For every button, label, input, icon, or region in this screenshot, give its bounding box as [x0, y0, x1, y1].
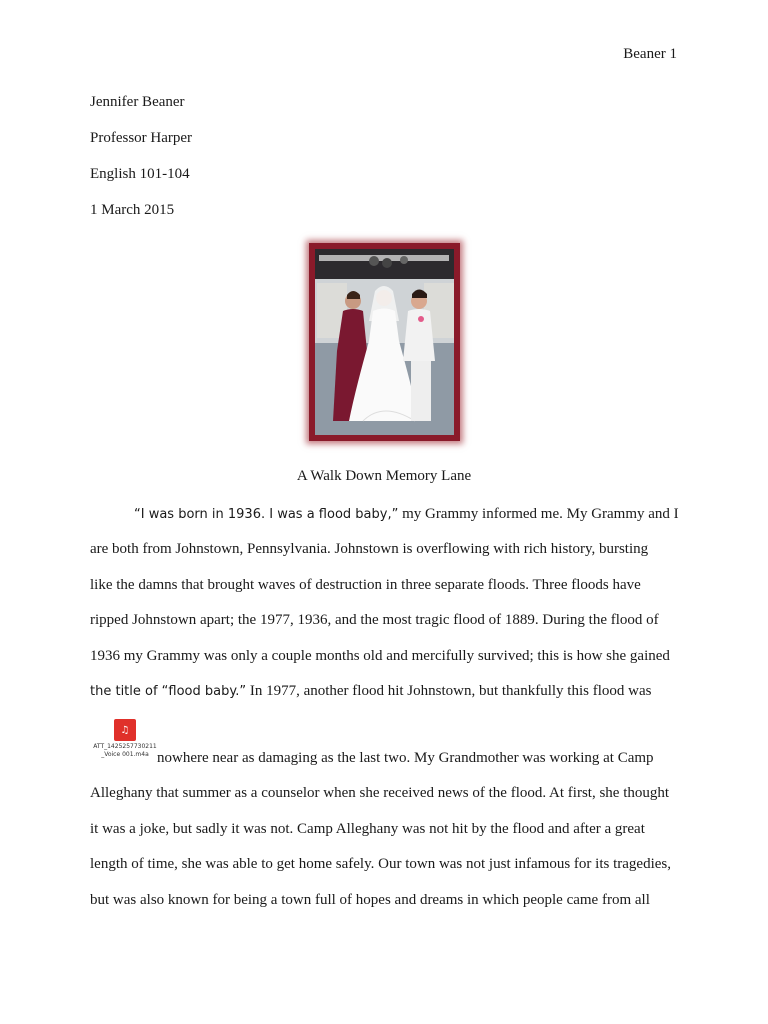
author-name: Jennifer Beaner — [90, 94, 185, 110]
body-line-6 — [90, 681, 680, 702]
wedding-photo-image — [309, 243, 460, 441]
quote-text: the title of “flood baby.” — [90, 684, 247, 699]
mla-heading — [90, 92, 192, 236]
course-name: English 101-104 — [90, 166, 190, 182]
essay-title: A Walk Down Memory Lane — [296, 468, 472, 484]
professor-name: Professor Harper — [90, 130, 193, 146]
body-line-11: but was also known for being a town full of hopes and dreams in which people came from all — [90, 892, 650, 908]
essay-date: 1 March 2015 — [90, 202, 175, 218]
body-text: my Grammy informed me. My Grammy and I — [398, 506, 679, 522]
body-text: In 1977, another flood hit Johnstown, but thankfully this flood was — [246, 683, 652, 699]
body-line-3: like the damns that brought waves of destruction in three separate floods. Three floods have — [90, 577, 641, 593]
body-line-5: 1936 my Grammy was only a couple months old and mercifully survived; this is how she gained — [90, 648, 670, 664]
audio-file-icon[interactable]: ♫ — [114, 719, 136, 741]
audio-attachment[interactable] — [90, 719, 160, 759]
attachment-filename-2: _Voice 001.m4a — [101, 751, 149, 758]
page-header-label: Beaner 1 — [623, 46, 677, 62]
body-line-2: are both from Johnstown, Pennsylvania. Johnstown is overflowing with rich history, bursting — [90, 541, 649, 557]
body-line-7: nowhere near as damaging as the last two. My Grandmother was working at Camp — [157, 750, 654, 766]
body-line-1 — [90, 504, 680, 525]
body-line-4: ripped Johnstown apart; the 1977, 1936, and the most tragic flood of 1889. During the flood of — [90, 612, 659, 628]
attachment-filename-1: ATT_1425257730211 — [93, 743, 157, 750]
body-line-10: length of time, she was able to get home safely. Our town was not just infamous for its tragedies, — [90, 856, 671, 872]
body-line-9: it was a joke, but sadly it was not. Camp Alleghany was not hit by the flood and after a great — [90, 821, 645, 837]
wedding-photo — [309, 243, 460, 441]
body-line-8: Alleghany that summer as a counselor when she received news of the flood. At first, she thought — [90, 785, 670, 801]
quote-text: “I was born in 1936. I was a flood baby,” — [134, 507, 399, 522]
